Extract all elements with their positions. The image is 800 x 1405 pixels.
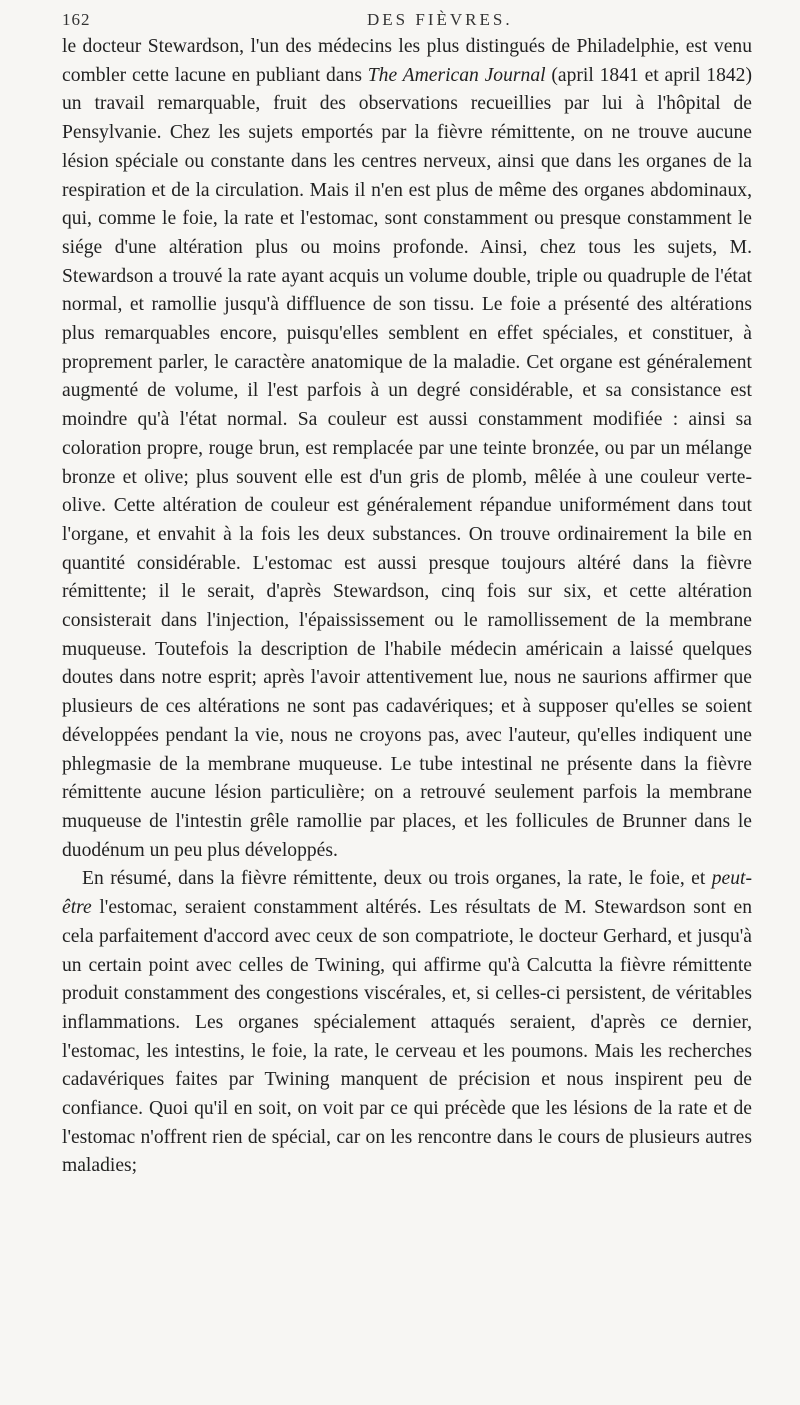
text-run: le docteur Stewardson, l'un des médecins les plus distingués de Philadelphie, est venu combler cette lacune en publiant dans xyxy=(62,36,752,86)
emphasis: peut-être xyxy=(62,868,752,919)
running-head xyxy=(62,10,752,34)
text-run: En résumé, dans la fièvre rémittente, deux ou trois organes, la rate, le foie, et xyxy=(82,868,712,890)
paragraph xyxy=(62,865,752,1181)
running-title: DES FIÈVRES. xyxy=(367,10,513,29)
text-run: (april 1841 et april 1842) un travail remarquable, fruit des observations recueillies par lui à l'hôpital de Pensylvanie. Chez les sujets emportés par la fièvre rémittente, on ne trouve aucune lésion spéciale ou constante dans les centres nerveux, ainsi que dans les organes de la respiration et de la circulation. Mais il n'en est plus de même des organes abdominaux, qui, comme le foie, la rate et l'estomac, sont constamment ou presque constamment le siége d'une altération plus ou moins profonde. Ainsi, chez tous les sujets, M. Stewardson a trouvé la rate ayant acquis un volume double, triple ou quadruple de l'état normal, et ramollie jusqu'à diffluence de son tissu. Le foie a présenté des altérations plus remarquables encore, puisqu'elles semblent en effet spéciales, et constituer, à proprement parler, le caractère anatomique de la maladie. Cet organe est généralement augmenté de volume, il l'est parfois à un degré considérable, et sa consistance est moindre qu'à l'état normal. Sa couleur est aussi constamment modifiée : ainsi sa coloration propre, rouge brun, est remplacée par une teinte bronzée, ou par un mélange bronze et olive; plus souvent elle est d'un gris de plomb, mêlée à une couleur verte-olive. Cette altération de couleur est généralement répandue uniformément dans tout l'organe, et envahit à la fois les deux substances. On trouve ordinairement la bile en quantité considérable. L'estomac est aussi presque toujours altéré dans la fièvre rémittente; il le serait, d'après Stewardson, cinq fois sur six, et cette altération consisterait dans l'injection, l'épaississement ou le ramollissement de la membrane muqueuse. Toutefois la description de l'habile médecin américain a laissé quelques doutes dans notre esprit; après l'avoir attentivement lue, nous ne saurions affirmer que plusieurs de ces altérations ne sont pas cadavériques; et à supposer qu'elles se soient développées pendant la vie, nous ne croyons pas, avec l'auteur, qu'elles indiquent une phlegmasie de la membrane muqueuse. Le tube intestinal ne présente dans la fièvre rémittente aucune lésion particulière; on a retrouvé seulement parfois la membrane muqueuse de l'intestin grêle ramollie par places, et les follicules de Brunner dans le duodénum un peu plus développés. xyxy=(62,64,752,861)
text-run: l'estomac, seraient constamment altérés. Les résultats de M. Stewardson sont en cela parfaitement d'accord avec ceux de son compatriote, le docteur Gerhard, et jusqu'à un certain point avec celles de Twining, qui affirme qu'à Calcutta la fièvre rémittente produit constamment des congestions viscérales, et, si celles-ci persistent, de véritables inflammations. Les organes spécialement attaqués seraient, d'après ce dernier, l'estomac, les intestins, le foie, la rate, le cerveau et les poumons. Mais les recherches cadavériques faites par Twining manquent de précision et nous inspirent peu de confiance. Quoi qu'il en soit, on voit par ce qui précède que les lésions de la rate et de l'estomac n'offrent rien de spécial, car on les rencontre dans le cours de plusieurs autres maladies; xyxy=(62,897,752,1177)
journal-title: The American Journal xyxy=(367,64,546,86)
page-number: 162 xyxy=(62,10,91,29)
paragraph xyxy=(62,33,752,865)
body-text xyxy=(62,33,752,1181)
